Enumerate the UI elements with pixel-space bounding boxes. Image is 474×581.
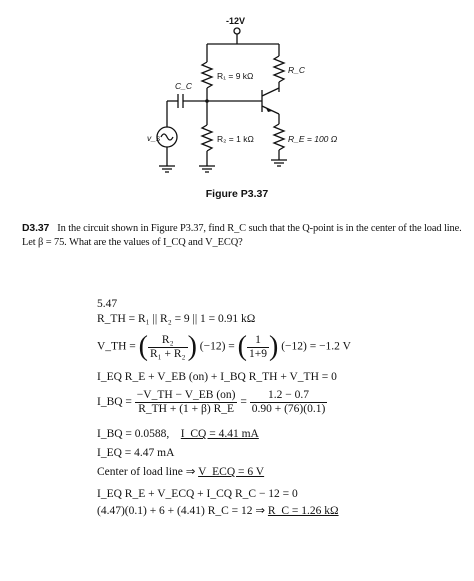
problem-text: In the circuit shown in Figure P3.37, find R_C such that the Q-point is in the center of the load line. Let β = 75. What are the values of I_CQ and V_ECQ? [22,223,462,248]
ibq-lhs: I_BQ = [97,396,132,409]
kvl-collector-equation: I_EQ R_E + V_ECQ + I_CQ R_C − 12 = 0 [97,488,298,500]
icq-value: I_CQ = 4.41 mA [180,428,259,440]
ibq-fraction-1: $\frac{-V\_TH - V\_EB (on)}{R\_TH + (1 + \beta) R\_E}$ [136,389,236,415]
ibq-equation [97,389,327,416]
supply-label: -12V [226,16,246,26]
transistor-emitter [262,106,279,114]
vs-label: v_s [147,133,161,143]
vth-fraction-1: $\frac{\text{R₂}}{\text{R₁ + R₂}}$ [149,333,186,360]
supply-terminal [234,28,240,34]
r1-label: R₁ = 9 kΩ [217,71,254,81]
vecq-value: V_ECQ = 6 V [198,466,265,478]
transistor-collector [262,88,279,96]
vth-rhs: (−12) = −1.2 V [281,340,351,353]
circuit-diagram [0,0,474,190]
resistor-r2 [202,125,212,151]
cc-label: C_C [175,81,193,91]
vth-equation: V_TH = ( $\frac{\text{R₂}}{\text{R₁ + R₂}}$ ) (−12) = ( $\frac{1}{1+9}$ ) (−12) = −1.2 V [97,331,351,362]
center-load-line [97,465,264,480]
re-label: R_E = 100 Ω [288,134,338,144]
vth-mid: (−12) = [199,340,235,353]
vth-fraction-2: $\frac{1}{1+9}$ [248,333,267,360]
solution-header: 5.47 [97,298,118,310]
figure-caption: Figure P3.37 [205,188,269,200]
ieq-result: I_EQ = 4.47 mA [97,447,175,459]
ibq-icq-result [97,427,259,442]
final-equation [97,504,339,519]
rc-value: R_C = 1.26 kΩ [267,505,339,517]
ibq-equals: = [240,396,247,409]
center-text: Center of load line ⇒ [97,466,196,478]
problem-statement [22,222,462,249]
resistor-re [274,124,284,150]
vth-lhs: V_TH = [97,340,136,353]
ibq-value: I_BQ = 0.0588, [97,428,170,440]
r2-label: R₂ = 1 kΩ [217,134,254,144]
problem-number: D3.37 [22,223,50,234]
resistor-rc [274,56,284,82]
rth-equation: R_TH = R₁ || R₂ = 9 || 1 = 0.91 kΩ [97,313,256,325]
ibq-fraction-2: $\frac{1.2 - 0.7}{0.90 + (76)(0.1)}$ [251,389,326,415]
kvl-base-equation: I_EQ R_E + V_EB (on) + I_BQ R_TH + V_TH = 0 [97,371,337,383]
final-lhs: (4.47)(0.1) + 6 + (4.41) R_C = 12 ⇒ [97,505,266,517]
resistor-r1 [202,62,212,88]
rc-label: R_C [288,65,306,75]
